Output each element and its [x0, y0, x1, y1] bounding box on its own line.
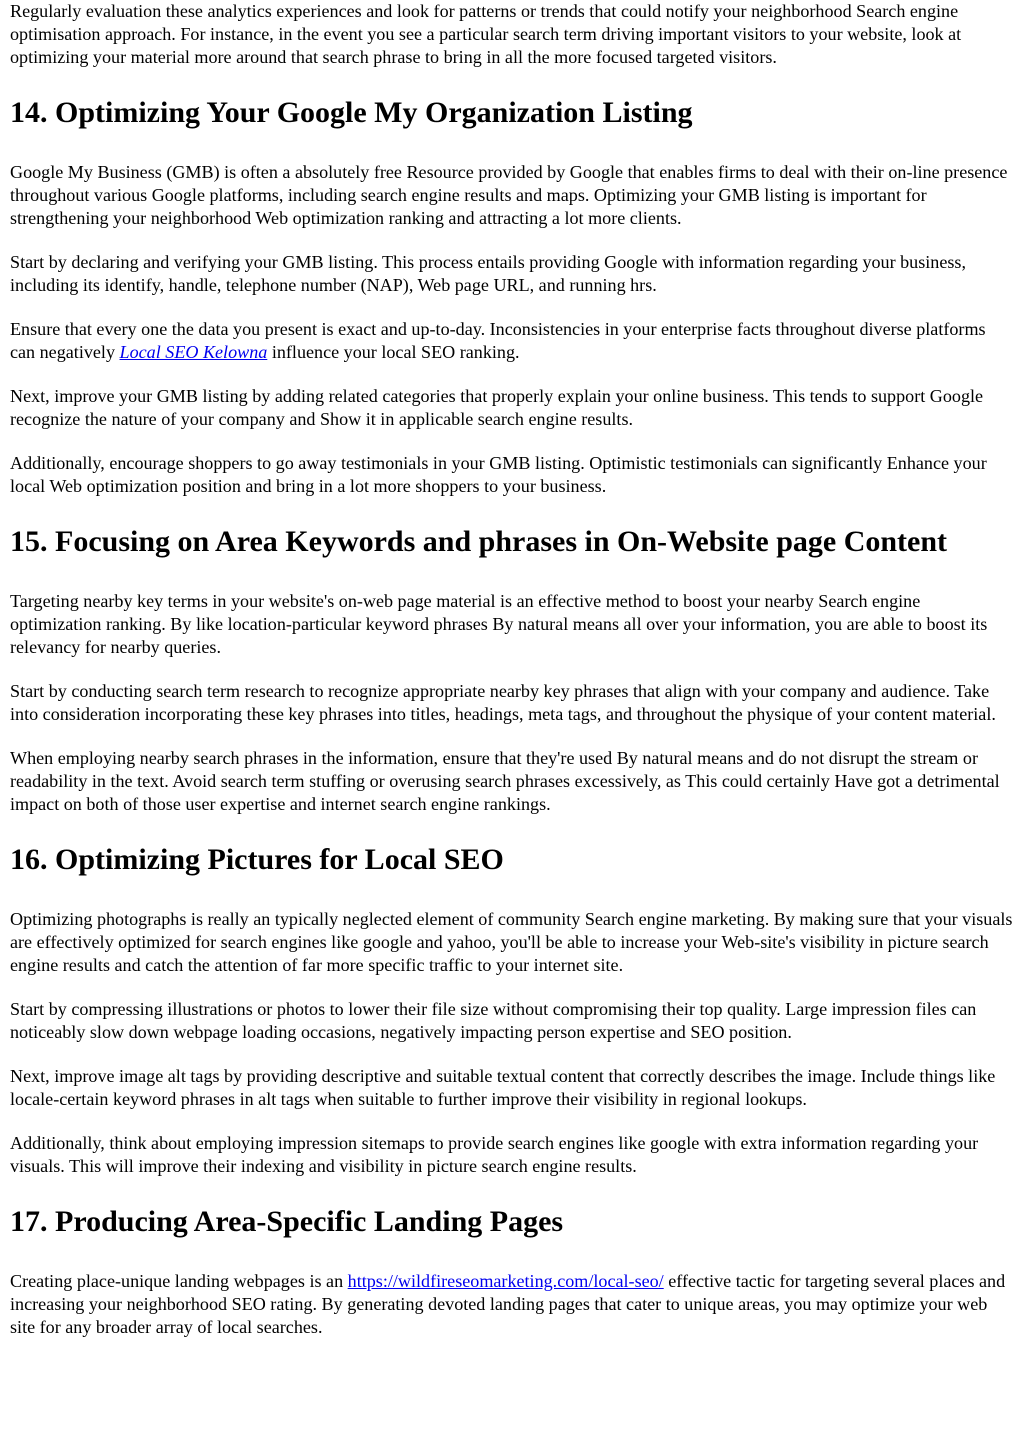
section-15-paragraph-1: Targeting nearby key terms in your website's on-web page material is an effective method to boost your nearby Search engine optimization ranking. By like location-particular keyword phrases By natural means all over your information, you are able to boost its relevancy for nearby queries.: [10, 591, 988, 657]
section-14-paragraph-4: Next, improve your GMB listing by adding related categories that properly explain your online business. This tends to support Google recognize the nature of your company and Show it in applicable search engine results.: [10, 386, 984, 429]
section-15-paragraph-2: Start by conducting search term research to recognize appropriate nearby key phrases that align with your company and audience. Take into consideration incorporating these key phrases into titles, headings, meta tags, and throughout the physique of your content material.: [10, 681, 996, 724]
section-14-paragraph-2: Start by declaring and verifying your GMB listing. This process entails providing Google with information regarding your business, including its identify, handle, telephone number (NAP), Web page URL, and running hrs.: [10, 252, 966, 295]
section-16-paragraph-4: Additionally, think about employing impression sitemaps to provide search engines like google with extra information regarding your visuals. This will improve their indexing and visibility in picture search engine results.: [10, 1133, 979, 1176]
paragraph-text: influence your local SEO ranking.: [267, 342, 520, 362]
section-14-paragraph-1: Google My Business (GMB) is often a absolutely free Resource provided by Google that enables firms to deal with their on-line presence throughout various Google platforms, including search engine results and maps. Optimizing your GMB listing is important for strengthening your neighborhood Web optimization ranking and attracting a lot more clients.: [10, 162, 1008, 228]
paragraph-text: Creating place-unique landing webpages is an: [10, 1271, 348, 1291]
section-14-heading: 14. Optimizing Your Google My Organization Listing: [10, 96, 693, 129]
wildfire-local-seo-link[interactable]: https://wildfireseomarketing.com/local-seo/: [347, 1271, 664, 1291]
paragraph-text: Ensure that every one the data you present is exact and up-to-day. Inconsistencies in your enterprise facts throughout diverse platforms can negatively: [10, 319, 986, 362]
section-15-paragraph-3: When employing nearby search phrases in the information, ensure that they're used By natural means and do not disrupt the stream or readability in the text. Avoid search term stuffing or overusing search phrases excessively, as This could certainly Have got a detrimental impact on both of those user expertise and internet search engine rankings.: [10, 748, 1000, 814]
paragraph-text: effective tactic for targeting several places and increasing your neighborhood SEO rating. By generating devoted landing pages that cater to unique areas, you may optimize your web site for any broader array of local searches.: [10, 1271, 1006, 1337]
section-16-paragraph-1: Optimizing photographs is really an typically neglected element of community Search engine marketing. By making sure that your visuals are effectively optimized for search engines like google and yahoo, you'll be able to increase your Web-site's visibility in picture search engine results and catch the attention of far more specific traffic to your internet site.: [10, 909, 1013, 975]
section-14-paragraph-5: Additionally, encourage shoppers to go away testimonials in your GMB listing. Optimistic testimonials can significantly Enhance your local Web optimization position and bring in a lot more shoppers to your business.: [10, 453, 987, 496]
intro-paragraph: Regularly evaluation these analytics experiences and look for patterns or trends that could notify your neighborhood Search engine optimisation approach. For instance, in the event you see a particular search term driving important visitors to your website, look at optimizing your material more around that search phrase to bring in all the more focused targeted visitors.: [10, 1, 962, 67]
section-14-paragraph-3: [10, 318, 1014, 364]
section-17-heading: 17. Producing Area-Specific Landing Pages: [10, 1205, 564, 1238]
local-seo-kelowna-link[interactable]: Local SEO Kelowna: [119, 342, 268, 362]
section-15-heading: 15. Focusing on Area Keywords and phrases in On-Website page Content: [10, 525, 948, 558]
section-16-heading: 16. Optimizing Pictures for Local SEO: [10, 843, 504, 876]
section-16-paragraph-2: Start by compressing illustrations or photos to lower their file size without compromising their top quality. Large impression files can noticeably slow down webpage loading occasions, negatively impacting person expertise and SEO position.: [10, 999, 977, 1042]
section-17-paragraph-1: [10, 1270, 1014, 1339]
section-16-paragraph-3: Next, improve image alt tags by providing descriptive and suitable textual content that correctly describes the image. Include things like locale-certain keyword phrases in alt tags when suitable to further improve their visibility in regional lookups.: [10, 1066, 996, 1109]
